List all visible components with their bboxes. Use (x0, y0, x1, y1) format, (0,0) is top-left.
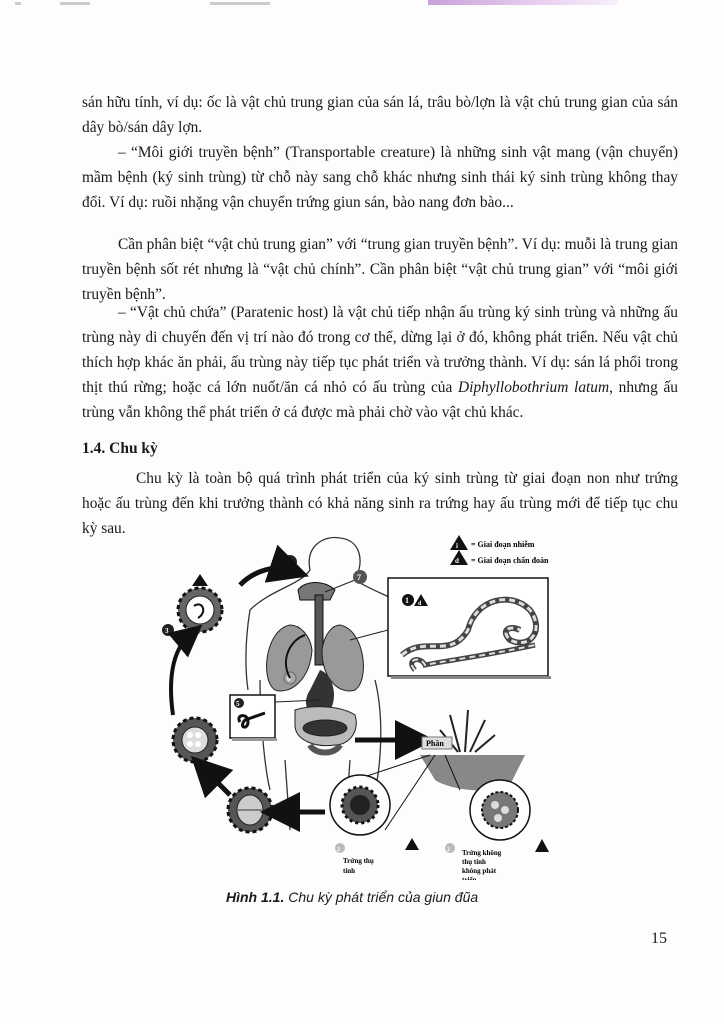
stage-7-marker (353, 570, 367, 584)
stage-2-fertilized-marker (335, 843, 345, 853)
scan-mark (210, 2, 270, 5)
paragraph-life-cycle: Chu kỳ là toàn bộ quá trình phát triển của ký sinh trùng từ giai đoạn non như trứng hoặc ấu trùng đến khi trưởng thành có khả năng sinh ra trứng hay ấu trùng mới để tiếp tục chu kỳ sau. (82, 470, 678, 537)
life-cycle-figure (150, 530, 600, 880)
scan-artifact (0, 0, 724, 8)
scan-mark (15, 2, 21, 5)
page-number: 15 (651, 930, 667, 947)
arrow-cleavage (205, 770, 230, 795)
scan-color-mark (428, 0, 618, 5)
fertilized-egg-label-line2: tinh (343, 867, 356, 875)
scan-mark (60, 2, 90, 5)
fertilized-egg-label-line1: Trứng thụ (343, 857, 374, 865)
svg-text:1: 1 (405, 596, 409, 605)
developing-egg-two-cell (228, 788, 272, 832)
embryonated-egg (178, 588, 222, 632)
figure-caption (226, 889, 478, 905)
unfertilized-diagnostic-icon (535, 839, 549, 852)
paragraph-paratenic-host (82, 300, 678, 425)
arrow-egg-development (171, 635, 190, 715)
unfertilized-egg (470, 780, 530, 840)
section-heading: 1.4. Chu kỳ (82, 440, 158, 457)
paragraph-intermediate-host: sán hữu tính, ví dụ: ốc là vật chủ trung gian của sán lá, trâu bò/lợn là vật chủ trung gian của sán dây bò/sán dây lợn. (82, 94, 678, 136)
svg-text:4: 4 (287, 558, 291, 567)
fertilized-egg (330, 775, 390, 835)
leader-line (350, 630, 388, 640)
stage-3-marker (162, 624, 174, 636)
paragraph-distinguish: Cần phân biệt “vật chủ trung gian” với “trung gian truyền bệnh”. Ví dụ: muỗi là trung gian truyền bệnh sốt rét nhưng là “vật chủ chính”. Cần phân biệt “vật chủ trung gian” với “môi giới truyền bệnh”. (82, 236, 678, 303)
soil-with-grass (420, 710, 525, 790)
respiratory-tract (267, 583, 364, 716)
unfertilized-egg-label-line2: thụ tinh (462, 858, 486, 866)
arrow-ingestion (240, 568, 290, 585)
species-name: Diphyllobothrium latum (458, 379, 610, 396)
stage-5-box (230, 695, 277, 741)
svg-text:d: d (418, 601, 422, 607)
figure-caption-text: Chu kỳ phát triển của giun đũa (284, 889, 479, 905)
fertilized-diagnostic-icon (405, 838, 419, 850)
unfertilized-egg-label-line4: triển (462, 876, 477, 880)
svg-text:3: 3 (165, 627, 169, 635)
unfertilized-egg-label-line1: Trứng không (462, 849, 502, 857)
developing-egg-multicell (173, 718, 217, 762)
paratenic-text-end: , nhưng ấu trùng vẫn không thể phát triển ở cá được mà phải chờ vào vật chủ khác. (82, 379, 679, 421)
figure-caption-number: Hình 1.1. (226, 889, 285, 905)
legend-diagnostic-icon (450, 550, 468, 565)
intestines (295, 707, 356, 753)
adult-worms-box (388, 578, 551, 679)
svg-text:5: 5 (236, 700, 240, 708)
svg-text:i: i (456, 542, 458, 550)
legend (450, 535, 549, 565)
egg-infective-icon (192, 574, 208, 586)
stage-2-unfertilized-marker (445, 843, 455, 853)
legend-infective-icon (450, 535, 468, 550)
feces-label: Phân (426, 739, 444, 748)
svg-text:d: d (455, 557, 459, 565)
zoom-line (385, 755, 435, 830)
svg-text:7: 7 (357, 573, 361, 582)
svg-text:2: 2 (337, 847, 340, 853)
roundworm-life-cycle-diagram (150, 530, 600, 880)
paragraph-transportable-creature: – “Môi giới truyền bệnh” (Transportable creature) là những sinh vật mang (vận chuyển) mầm bệnh (ký sinh trùng) từ chỗ này sang chỗ khác nhưng sinh thái ký sinh trùng không thay đổi. Ví dụ: ruồi nhặng vận chuyển trứng giun sán, bào nang đơn bào... (82, 144, 678, 211)
svg-text:6: 6 (287, 675, 291, 683)
unfertilized-egg-label-line3: không phát (462, 867, 497, 875)
paratenic-text: – “Vật chủ chứa” (Paratenic host) là vật chủ tiếp nhận ấu trùng ký sinh trùng và những ấu trùng này di chuyển đến vị trí nào đó trong cơ thể, dừng lại ở đó, không phát triển. Nếu vật chủ thích hợp khác ăn phải, ấu trùng này tiếp tục phát triển và trưởng thành. Ví dụ: sán lá phổi trong thịt thú rừng; hoặc cá lớn nuốt/ăn cá nhỏ có ấu trùng của (82, 304, 678, 396)
legend-infective-label: = Giai đoạn nhiễm (471, 540, 535, 549)
svg-text:2: 2 (447, 847, 450, 853)
legend-diagnostic-label: = Giai đoạn chẩn đoán (471, 556, 549, 565)
